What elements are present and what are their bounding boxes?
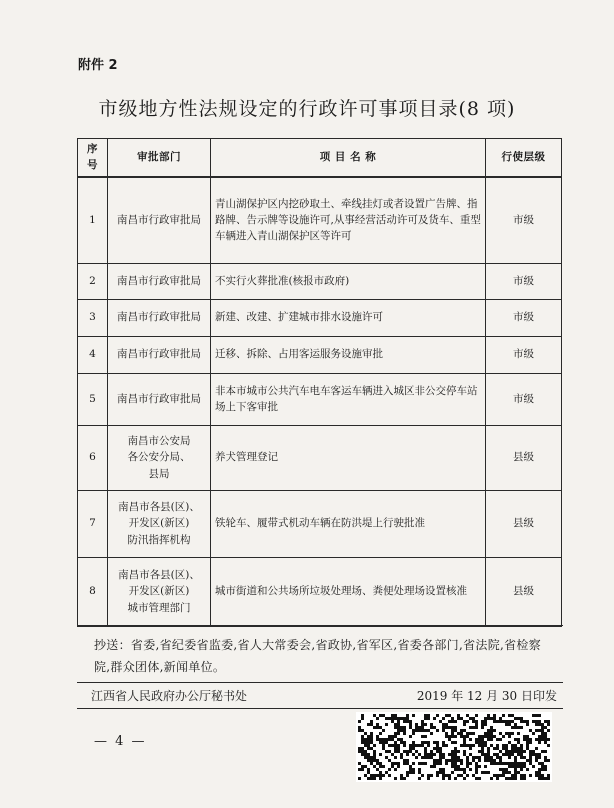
- dept-line: 防汛指挥机构: [127, 533, 191, 546]
- row-item: 新建、改建、扩建城市排水设施许可: [211, 299, 486, 336]
- document-title: 市级地方性法规设定的行政许可事项目录(8 项): [98, 98, 516, 120]
- dept-line: 开发区(新区): [128, 517, 190, 530]
- row-level: 市级: [486, 299, 562, 336]
- row-number: 1: [78, 177, 108, 264]
- attachment-label: 附件 2: [78, 58, 118, 73]
- row-item: 非本市城市公共汽车电车客运车辆进入城区非公交停车站场上下客审批: [211, 373, 486, 425]
- dept-line: 南昌市各县(区)、: [118, 569, 200, 582]
- row-level: 市级: [486, 373, 562, 425]
- dept-line: 南昌市行政审批局: [117, 392, 201, 405]
- row-dept: [108, 263, 211, 299]
- row-item: 铁轮车、履带式机动车辆在防洪堤上行驶批准: [211, 490, 486, 557]
- dept-line: 南昌市公安局: [127, 435, 191, 448]
- dept-line: 南昌市各县(区)、: [118, 501, 200, 514]
- header-no: 序号: [78, 139, 108, 177]
- row-level: 县级: [486, 557, 562, 626]
- dept-line: 城市管理部门: [127, 601, 191, 614]
- page-number: — 4 —: [94, 734, 147, 749]
- table-row: [78, 425, 562, 490]
- row-level: 县级: [486, 490, 562, 557]
- cc-text: 抄送：省委,省纪委省监委,省人大常委会,省政协,省军区,省委各部门,省法院,省检察院,群众团体,新闻单位。: [94, 638, 542, 674]
- row-level: 市级: [486, 177, 562, 264]
- row-item: 不实行火葬批准(核报市政府): [211, 263, 486, 299]
- dept-line: 各公安分局、: [127, 451, 191, 464]
- header-dept: 审批部门: [108, 139, 211, 177]
- table-row: [78, 299, 562, 336]
- table-header-row: [78, 139, 562, 177]
- row-item: 养犬管理登记: [211, 425, 486, 490]
- row-level: 市级: [486, 263, 562, 299]
- table-row: [78, 336, 562, 373]
- table-row: [78, 557, 562, 626]
- issuing-office: 江西省人民政府办公厅秘书处: [91, 689, 248, 703]
- row-item: 迁移、拆除、占用客运服务设施审批: [211, 336, 486, 373]
- row-number: 5: [78, 373, 108, 425]
- dept-line: 南昌市行政审批局: [117, 213, 201, 226]
- row-dept: [108, 336, 211, 373]
- barcode-icon: [356, 712, 552, 782]
- row-number: 3: [78, 299, 108, 336]
- dept-line: 开发区(新区): [128, 585, 190, 598]
- table-row: [78, 490, 562, 557]
- row-dept: [108, 299, 211, 336]
- row-item: 城市街道和公共场所垃圾处理场、粪便处理场设置核准: [211, 557, 486, 626]
- dept-line: 南昌市行政审批局: [117, 348, 201, 361]
- dept-line: 南昌市行政审批局: [117, 311, 201, 324]
- dept-line: 县局: [148, 467, 170, 480]
- row-number: 2: [78, 263, 108, 299]
- header-item: 项 目 名 称: [211, 139, 486, 177]
- table-row: [78, 263, 562, 299]
- row-number: 7: [78, 490, 108, 557]
- row-item: 青山湖保护区内挖砂取土、牵线挂灯或者设置广告牌、指路牌、告示牌等设施许可,从事经营活动许可及货车、重型车辆进入青山湖保护区等许可: [211, 177, 486, 264]
- row-dept: [108, 557, 211, 626]
- row-number: 4: [78, 336, 108, 373]
- table-row: [78, 177, 562, 264]
- row-dept: [108, 177, 211, 264]
- row-level: 县级: [486, 425, 562, 490]
- row-level: 市级: [486, 336, 562, 373]
- permit-table: [77, 138, 562, 627]
- row-number: 8: [78, 557, 108, 626]
- table-row: [78, 373, 562, 425]
- row-dept: [108, 373, 211, 425]
- dept-line: 南昌市行政审批局: [117, 274, 201, 287]
- row-number: 6: [78, 425, 108, 490]
- header-level: 行使层级: [486, 139, 562, 177]
- row-dept: [108, 490, 211, 557]
- cc-section: [77, 625, 563, 683]
- issue-date: 2019 年 12 月 30 日印发: [416, 689, 557, 703]
- issue-footer: [77, 682, 563, 709]
- row-dept: [108, 425, 211, 490]
